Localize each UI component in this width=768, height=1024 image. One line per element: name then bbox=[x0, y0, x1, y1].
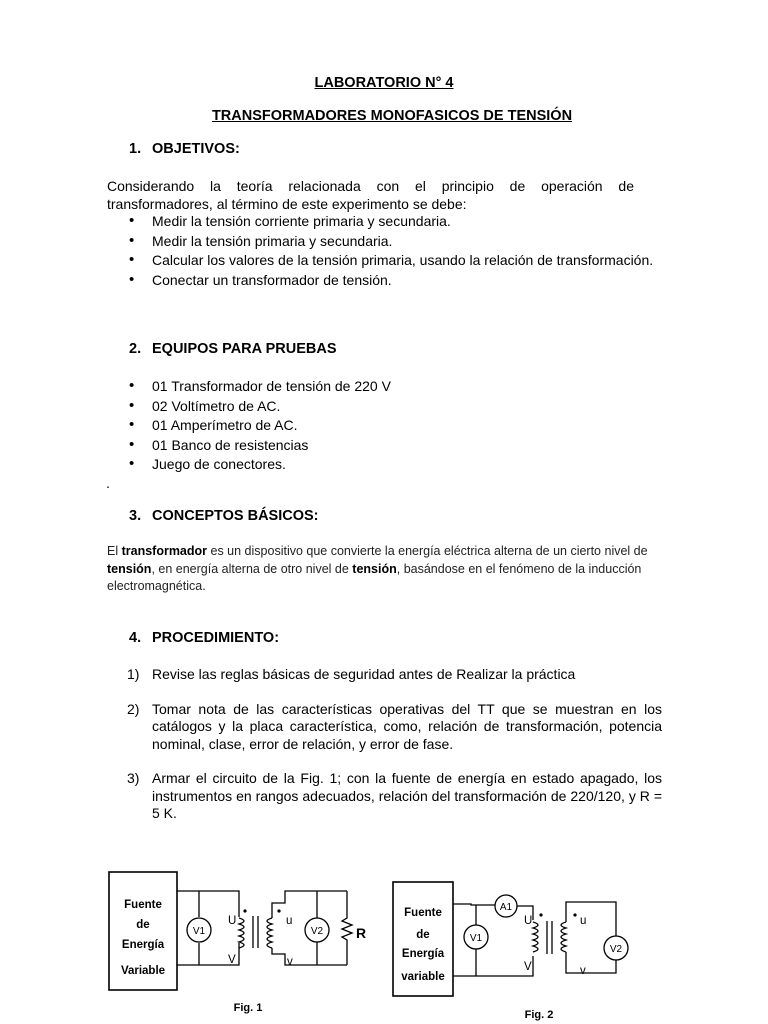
section-number: 2. bbox=[129, 341, 142, 357]
source-line: variable bbox=[401, 971, 445, 983]
figure-1-caption: Fig. 1 bbox=[233, 1002, 263, 1014]
source-line: de bbox=[136, 919, 150, 931]
source-line: Fuente bbox=[404, 907, 442, 919]
objetivos-list bbox=[127, 213, 667, 291]
v2-label: V2 bbox=[609, 944, 623, 955]
bold-term: transformador bbox=[121, 544, 208, 558]
terminal-u: u bbox=[286, 915, 293, 927]
resistor-symbol bbox=[342, 891, 352, 965]
a1-label: A1 bbox=[499, 902, 513, 913]
step-number: 2) bbox=[127, 700, 140, 717]
section-objetivos-heading bbox=[129, 141, 240, 157]
v1-label: V1 bbox=[469, 933, 483, 944]
section-title: OBJETIVOS: bbox=[152, 141, 240, 157]
list-item: • Medir la tensión primaria y secundaria. bbox=[127, 233, 667, 251]
list-item: • 01 Banco de resistencias bbox=[127, 437, 667, 455]
list-item: • 02 Voltímetro de AC. bbox=[127, 398, 667, 416]
terminal-V: V bbox=[524, 961, 532, 973]
list-item: • Calcular los valores de la tensión primaria, usando la relación de transformación. bbox=[127, 252, 661, 270]
step-number: 1) bbox=[127, 666, 140, 682]
objetivos-intro: Considerando la teoría relacionada con el principio de operación de transformadores, al término de este experimento se debe: bbox=[107, 178, 634, 212]
step-item bbox=[127, 770, 662, 823]
section-title: PROCEDIMIENTO: bbox=[152, 630, 280, 646]
resistor-label: R bbox=[356, 925, 367, 941]
section-number: 4. bbox=[129, 630, 142, 646]
section-conceptos-heading bbox=[129, 508, 319, 524]
v1-label: V1 bbox=[192, 926, 206, 937]
text-run: El bbox=[107, 544, 122, 558]
source-line: Energía bbox=[401, 948, 445, 960]
terminal-V: V bbox=[228, 954, 236, 966]
equipos-list bbox=[127, 378, 667, 476]
text-run: es un dispositivo que convierte la energía eléctrica alterna de un cierto nivel de bbox=[207, 544, 648, 558]
source-line: Fuente bbox=[124, 899, 162, 911]
figure-2-circuit bbox=[389, 876, 649, 1024]
section-title: CONCEPTOS BÁSICOS: bbox=[152, 508, 319, 524]
step-number: 3) bbox=[127, 770, 140, 786]
procedimiento-steps bbox=[127, 666, 662, 823]
step-text: Tomar nota de las características operativas del TT que se muestran en los catálogos y la placa característica, como, relación de transformación, potencia nominal, clase, error de relación, y error de fase. bbox=[152, 700, 662, 752]
terminal-v: v bbox=[580, 965, 586, 977]
v2-label: V2 bbox=[310, 926, 324, 937]
section-title: EQUIPOS PARA PRUEBAS bbox=[152, 341, 337, 357]
stray-dot: . bbox=[106, 475, 110, 491]
bold-term: tensión bbox=[107, 561, 152, 576]
text-run: , en energía alterna de otro nivel de bbox=[151, 561, 353, 576]
source-line: Variable bbox=[120, 965, 166, 977]
step-text: Armar el circuito de la Fig. 1; con la fuente de energía en estado apagado, los instrumentos en rangos adecuados, relación del transformación de 220/120, y R = 5 K. bbox=[152, 770, 662, 821]
source-line: Energía bbox=[121, 939, 165, 951]
step-item bbox=[127, 701, 662, 754]
subtitle: TRANSFORMADORES MONOFASICOS DE TENSIÓN bbox=[211, 108, 573, 124]
section-equipos-heading bbox=[129, 341, 337, 357]
terminal-U: U bbox=[228, 915, 237, 927]
list-item: • Conectar un transformador de tensión. bbox=[127, 272, 667, 290]
figure-1-circuit bbox=[105, 868, 375, 1020]
terminal-U: U bbox=[524, 915, 533, 927]
terminal-u: u bbox=[580, 915, 587, 927]
section-procedimiento-heading bbox=[129, 630, 279, 646]
section-number: 1. bbox=[129, 141, 142, 157]
list-item: • 01 Amperímetro de AC. bbox=[127, 417, 667, 435]
list-item: • Medir la tensión corriente primaria y secundaria. bbox=[127, 213, 667, 231]
source-line: de bbox=[416, 929, 430, 941]
terminal-v: v bbox=[287, 956, 293, 968]
text-run: , basándose en el fenómeno de la inducción electromagnética. bbox=[107, 561, 642, 593]
conceptos-paragraph bbox=[107, 543, 663, 596]
lab-title: LABORATORIO N° 4 bbox=[314, 75, 454, 91]
list-item: • 01 Transformador de tensión de 220 V bbox=[127, 378, 667, 396]
section-number: 3. bbox=[129, 508, 142, 524]
step-item bbox=[127, 666, 662, 684]
figure-2-caption: Fig. 2 bbox=[524, 1009, 554, 1021]
bold-term: tensión bbox=[352, 561, 397, 576]
list-item: • Juego de conectores. bbox=[127, 456, 667, 474]
step-text: Revise las reglas básicas de seguridad antes de Realizar la práctica bbox=[152, 666, 576, 682]
